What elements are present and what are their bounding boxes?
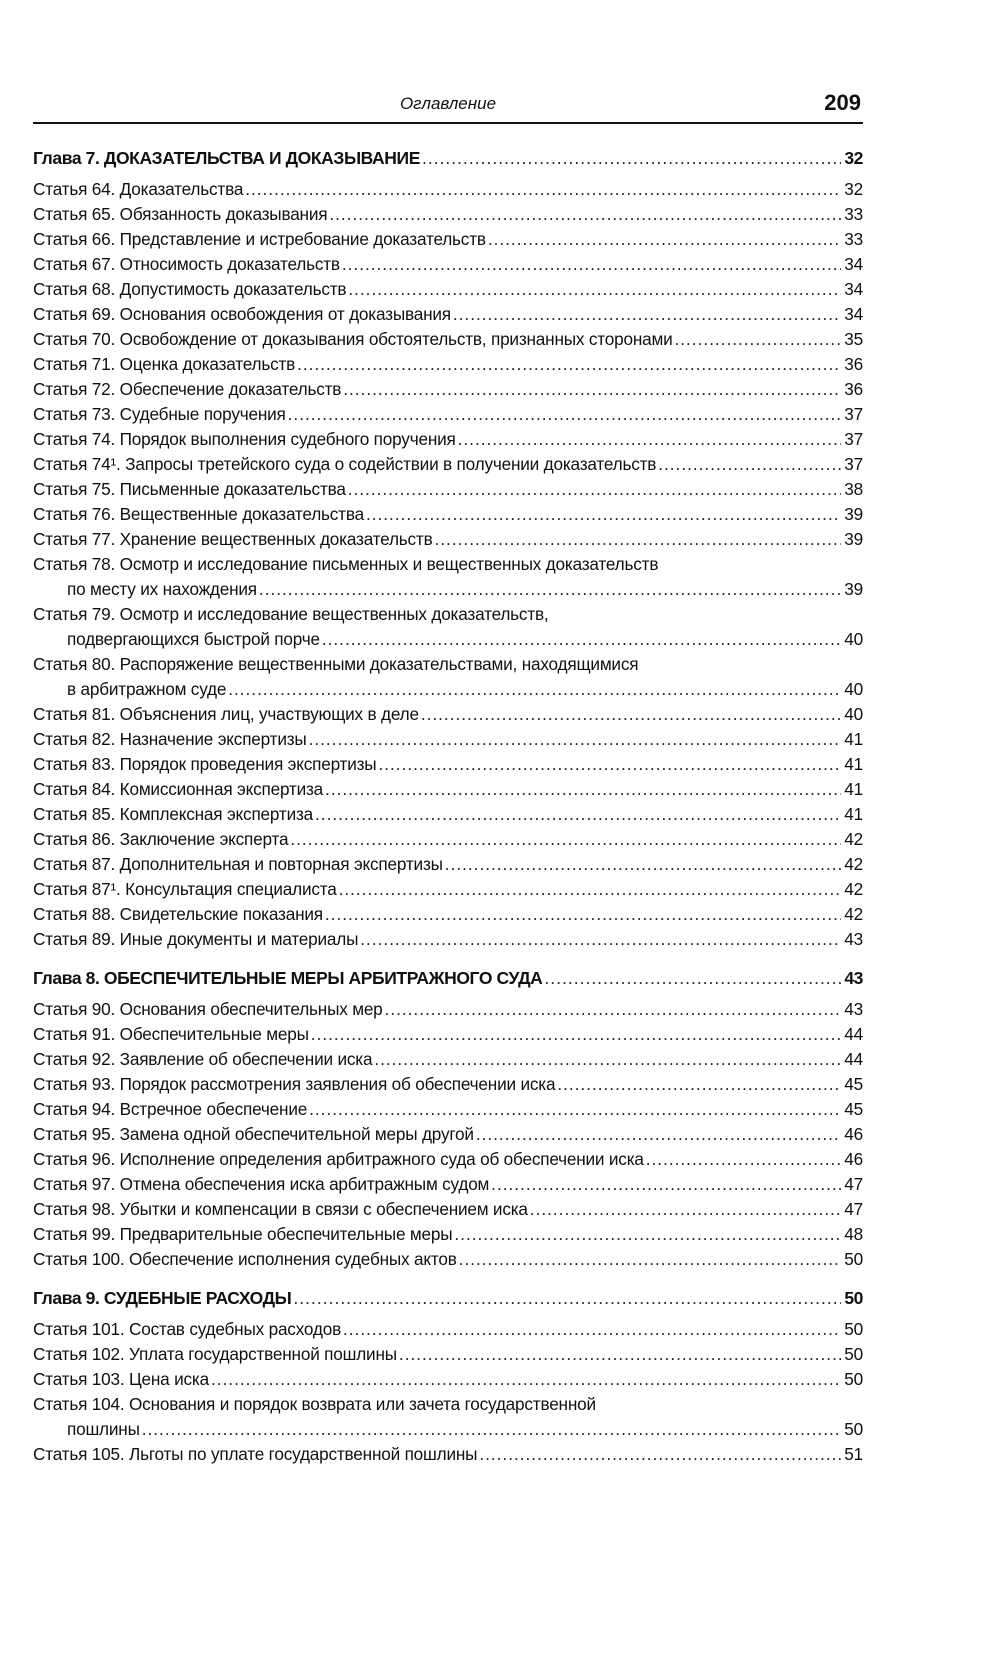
- toc-entry-title: Статья 81. Объяснения лиц, участвующих в деле: [33, 704, 419, 724]
- toc-entry: [33, 227, 863, 252]
- toc-entry: [33, 1367, 863, 1392]
- toc-entry-title: Статья 87¹. Консультация специалиста: [33, 879, 337, 899]
- dot-leader: [142, 1417, 841, 1442]
- toc-entry: [33, 377, 863, 402]
- dot-leader: [491, 1172, 841, 1197]
- dot-leader: [245, 177, 841, 202]
- toc-entry-title: Статья 65. Обязанность доказывания: [33, 204, 328, 224]
- page-ref: 40: [844, 704, 863, 724]
- dot-leader: [530, 1197, 841, 1222]
- dot-leader: [339, 877, 841, 902]
- toc-entry: [33, 852, 863, 877]
- dot-leader: [311, 1022, 841, 1047]
- toc-entry-title: Статья 78. Осмотр и исследование письменных и вещественных доказательств: [33, 554, 659, 574]
- page-ref: 50: [844, 1249, 863, 1269]
- page-ref: 37: [844, 454, 863, 474]
- page-ref: 34: [844, 304, 863, 324]
- toc-entry-title: Статья 71. Оценка доказательств: [33, 354, 296, 374]
- toc-entry-continuation: [33, 677, 863, 702]
- toc-entry-title: Статья 67. Относимость доказательств: [33, 254, 340, 274]
- page-ref: 44: [844, 1049, 863, 1069]
- toc-entry-title: Статья 94. Встречное обеспечение: [33, 1099, 308, 1119]
- dot-leader: [322, 627, 841, 652]
- toc-entry-title: Статья 74¹. Запросы третейского суда о содействии в получении доказательств: [33, 454, 657, 474]
- page-ref: 41: [844, 729, 863, 749]
- toc-entry-title: Статья 64. Доказательства: [33, 179, 244, 199]
- page-ref: 42: [844, 904, 863, 924]
- dot-leader: [479, 1442, 841, 1467]
- dot-leader: [343, 1317, 841, 1342]
- toc-entry-title: Статья 103. Цена иска: [33, 1369, 209, 1389]
- dot-leader: [422, 145, 841, 171]
- header-title: Оглавление: [399, 94, 497, 113]
- page-ref: 39: [844, 579, 863, 599]
- toc-entry: [33, 1022, 863, 1047]
- toc-entry-title: Статья 98. Убытки и компенсации в связи с обеспечением иска: [33, 1199, 528, 1219]
- page-ref: 33: [844, 204, 863, 224]
- dot-leader: [453, 302, 841, 327]
- toc-entry-title: Статья 70. Освобождение от доказывания обстоятельств, признанных сторонами: [33, 329, 673, 349]
- toc-entry-title: Статья 79. Осмотр и исследование вещественных доказательств,: [33, 604, 549, 624]
- section-gap: [33, 1272, 863, 1285]
- toc-entry-title: Статья 97. Отмена обеспечения иска арбитражным судом: [33, 1174, 490, 1194]
- page-ref: 37: [844, 429, 863, 449]
- page-ref: 41: [844, 754, 863, 774]
- toc-entry-title: Статья 77. Хранение вещественных доказательств: [33, 529, 433, 549]
- chapter-heading-title: Глава 7. ДОКАЗАТЕЛЬСТВА И ДОКАЗЫВАНИЕ: [33, 148, 420, 168]
- dot-leader: [297, 352, 841, 377]
- toc-entry-title: Статья 91. Обеспечительные меры: [33, 1024, 309, 1044]
- page-ref: 46: [844, 1124, 863, 1144]
- toc-entry-title: Статья 95. Замена одной обеспечительной меры другой: [33, 1124, 474, 1144]
- page-ref: 50: [844, 1288, 863, 1308]
- toc-entry: [33, 1047, 863, 1072]
- dot-leader: [476, 1122, 841, 1147]
- toc-entry-title: Статья 90. Основания обеспечительных мер: [33, 999, 383, 1019]
- dot-leader: [557, 1072, 841, 1097]
- toc-entry-title: Статья 82. Назначение экспертизы: [33, 729, 307, 749]
- toc-entry: [33, 1197, 863, 1222]
- page-ref: 40: [844, 679, 863, 699]
- toc-entry-title: Статья 88. Свидетельские показания: [33, 904, 323, 924]
- page-ref: 50: [844, 1419, 863, 1439]
- page-ref: 42: [844, 854, 863, 874]
- toc-entry: [33, 452, 863, 477]
- toc-entry-continuation: [33, 577, 863, 602]
- dot-leader: [385, 997, 841, 1022]
- toc-entry-title: Статья 72. Обеспечение доказательств: [33, 379, 342, 399]
- toc-entry: [33, 1147, 863, 1172]
- toc-entry-title: Статья 99. Предварительные обеспечительные меры: [33, 1224, 453, 1244]
- toc-entry: [33, 877, 863, 902]
- dot-leader: [348, 477, 841, 502]
- toc-entry-title: Статья 86. Заключение эксперта: [33, 829, 289, 849]
- toc-entry-title: Статья 68. Допустимость доказательств: [33, 279, 347, 299]
- page-ref: 36: [844, 379, 863, 399]
- toc-entry-title: Статья 104. Основания и порядок возврата или зачета государственной: [33, 1394, 596, 1414]
- dot-leader: [445, 852, 841, 877]
- dot-leader: [343, 377, 841, 402]
- page-ref: 39: [844, 529, 863, 549]
- page-ref: 37: [844, 404, 863, 424]
- section-gap: [33, 952, 863, 965]
- page-ref: 50: [844, 1319, 863, 1339]
- toc-entry-continuation-title: в арбитражном суде: [67, 679, 227, 699]
- page-ref: 38: [844, 479, 863, 499]
- toc-entry: [33, 652, 863, 677]
- toc-entry: [33, 1172, 863, 1197]
- toc-entry-title: Статья 96. Исполнение определения арбитражного суда об обеспечении иска: [33, 1149, 644, 1169]
- dot-leader: [374, 1047, 841, 1072]
- toc-entry: [33, 1122, 863, 1147]
- toc-entry-title: Статья 85. Комплексная экспертиза: [33, 804, 314, 824]
- toc-entry: [33, 527, 863, 552]
- toc-entry: [33, 777, 863, 802]
- dot-leader: [348, 277, 841, 302]
- page-ref: 41: [844, 804, 863, 824]
- chapter-heading: [33, 145, 863, 171]
- page-ref: 36: [844, 354, 863, 374]
- toc-entry: [33, 997, 863, 1022]
- dot-leader: [658, 452, 841, 477]
- toc-entry-title: Статья 66. Представление и истребование доказательств: [33, 229, 486, 249]
- toc-entry: [33, 252, 863, 277]
- toc-entry-title: Статья 100. Обеспечение исполнения судебных актов: [33, 1249, 457, 1269]
- toc-entry: [33, 802, 863, 827]
- dot-leader: [309, 1097, 841, 1122]
- dot-leader: [293, 1285, 841, 1311]
- page-ref: 40: [844, 629, 863, 649]
- page-ref: 41: [844, 779, 863, 799]
- toc-entry: [33, 1342, 863, 1367]
- toc-entry-title: Статья 105. Льготы по уплате государственной пошлины: [33, 1444, 478, 1464]
- chapter-heading-title: Глава 8. ОБЕСПЕЧИТЕЛЬНЫЕ МЕРЫ АРБИТРАЖНОГО СУДА: [33, 968, 543, 988]
- toc-entry: [33, 177, 863, 202]
- toc-entry-title: Статья 73. Судебные поручения: [33, 404, 286, 424]
- toc-entry: [33, 927, 863, 952]
- dot-leader: [544, 965, 841, 991]
- toc-entry-title: Статья 101. Состав судебных расходов: [33, 1319, 341, 1339]
- toc-entry: [33, 502, 863, 527]
- page-ref: 46: [844, 1149, 863, 1169]
- page-ref: 32: [844, 148, 863, 168]
- dot-leader: [458, 427, 841, 452]
- toc-entry: [33, 752, 863, 777]
- page-ref: 43: [844, 929, 863, 949]
- chapter-heading: [33, 1285, 863, 1311]
- toc-entry-title: Статья 80. Распоряжение вещественными доказательствами, находящимися: [33, 654, 639, 674]
- toc-entry: [33, 727, 863, 752]
- toc-entry: [33, 327, 863, 352]
- dot-leader: [378, 752, 841, 777]
- toc-entry: [33, 1097, 863, 1122]
- toc-entry-title: Статья 75. Письменные доказательства: [33, 479, 346, 499]
- dot-leader: [488, 227, 841, 252]
- dot-leader: [399, 1342, 841, 1367]
- running-header: [33, 92, 863, 124]
- toc-entry-title: Статья 76. Вещественные доказательства: [33, 504, 364, 524]
- toc-entry: [33, 702, 863, 727]
- toc-entry: [33, 1442, 863, 1467]
- dot-leader: [360, 927, 841, 952]
- toc-entry: [33, 827, 863, 852]
- dot-leader: [309, 727, 841, 752]
- toc-entry-continuation-title: подвергающихся быстрой порче: [67, 629, 320, 649]
- page-ref: 50: [844, 1369, 863, 1389]
- toc-entry: [33, 277, 863, 302]
- toc-entry-title: Статья 87. Дополнительная и повторная экспертизы: [33, 854, 443, 874]
- toc-entry: [33, 202, 863, 227]
- toc-entry-title: Статья 89. Иные документы и материалы: [33, 929, 359, 949]
- dot-leader: [315, 802, 841, 827]
- toc-entry-continuation: [33, 627, 863, 652]
- page-ref: 34: [844, 254, 863, 274]
- dot-leader: [259, 577, 841, 602]
- toc-entry-title: Статья 102. Уплата государственной пошлины: [33, 1344, 397, 1364]
- toc-entry: [33, 552, 863, 577]
- toc-entry: [33, 1222, 863, 1247]
- toc-entry: [33, 477, 863, 502]
- toc-entry-continuation-title: по месту их нахождения: [67, 579, 257, 599]
- page-ref: 47: [844, 1199, 863, 1219]
- page-ref: 39: [844, 504, 863, 524]
- dot-leader: [288, 402, 841, 427]
- toc-entry-title: Статья 69. Основания освобождения от доказывания: [33, 304, 451, 324]
- dot-leader: [228, 677, 841, 702]
- toc-entry-continuation: [33, 1417, 863, 1442]
- dot-leader: [325, 902, 841, 927]
- dot-leader: [421, 702, 841, 727]
- toc-entry-continuation-title: пошлины: [67, 1419, 140, 1439]
- page-ref: 45: [844, 1074, 863, 1094]
- toc-entry-title: Статья 93. Порядок рассмотрения заявления об обеспечении иска: [33, 1074, 556, 1094]
- toc-entry: [33, 402, 863, 427]
- page-number: 209: [824, 90, 861, 115]
- chapter-heading-title: Глава 9. СУДЕБНЫЕ РАСХОДЫ: [33, 1288, 292, 1308]
- toc-entry-title: Статья 92. Заявление об обеспечении иска: [33, 1049, 373, 1069]
- toc-entry: [33, 302, 863, 327]
- dot-leader: [459, 1247, 841, 1272]
- dot-leader: [366, 502, 841, 527]
- toc-entry: [33, 427, 863, 452]
- toc-entry-title: Статья 84. Комиссионная экспертиза: [33, 779, 324, 799]
- dot-leader: [454, 1222, 841, 1247]
- page-ref: 43: [844, 999, 863, 1019]
- toc-entry: [33, 1247, 863, 1272]
- page-ref: 45: [844, 1099, 863, 1119]
- page-ref: 33: [844, 229, 863, 249]
- page-ref: 44: [844, 1024, 863, 1044]
- page-ref: 48: [844, 1224, 863, 1244]
- page-ref: 43: [844, 968, 863, 988]
- dot-leader: [342, 252, 841, 277]
- toc-entry: [33, 902, 863, 927]
- page-ref: 42: [844, 829, 863, 849]
- toc-entry: [33, 1072, 863, 1097]
- toc-entry-title: Статья 74. Порядок выполнения судебного поручения: [33, 429, 456, 449]
- page-ref: 35: [844, 329, 863, 349]
- page-ref: 51: [844, 1444, 863, 1464]
- page-ref: 32: [844, 179, 863, 199]
- dot-leader: [325, 777, 841, 802]
- toc-entry: [33, 1392, 863, 1417]
- page-ref: 34: [844, 279, 863, 299]
- dot-leader: [329, 202, 841, 227]
- dot-leader: [290, 827, 841, 852]
- toc-entry: [33, 1317, 863, 1342]
- page-ref: 50: [844, 1344, 863, 1364]
- dot-leader: [646, 1147, 841, 1172]
- page-ref: 47: [844, 1174, 863, 1194]
- dot-leader: [674, 327, 841, 352]
- table-of-contents: [33, 145, 863, 1467]
- toc-entry: [33, 352, 863, 377]
- dot-leader: [211, 1367, 841, 1392]
- toc-entry-title: Статья 83. Порядок проведения экспертизы: [33, 754, 377, 774]
- page-ref: 42: [844, 879, 863, 899]
- chapter-heading: [33, 965, 863, 991]
- toc-entry: [33, 602, 863, 627]
- dot-leader: [435, 527, 841, 552]
